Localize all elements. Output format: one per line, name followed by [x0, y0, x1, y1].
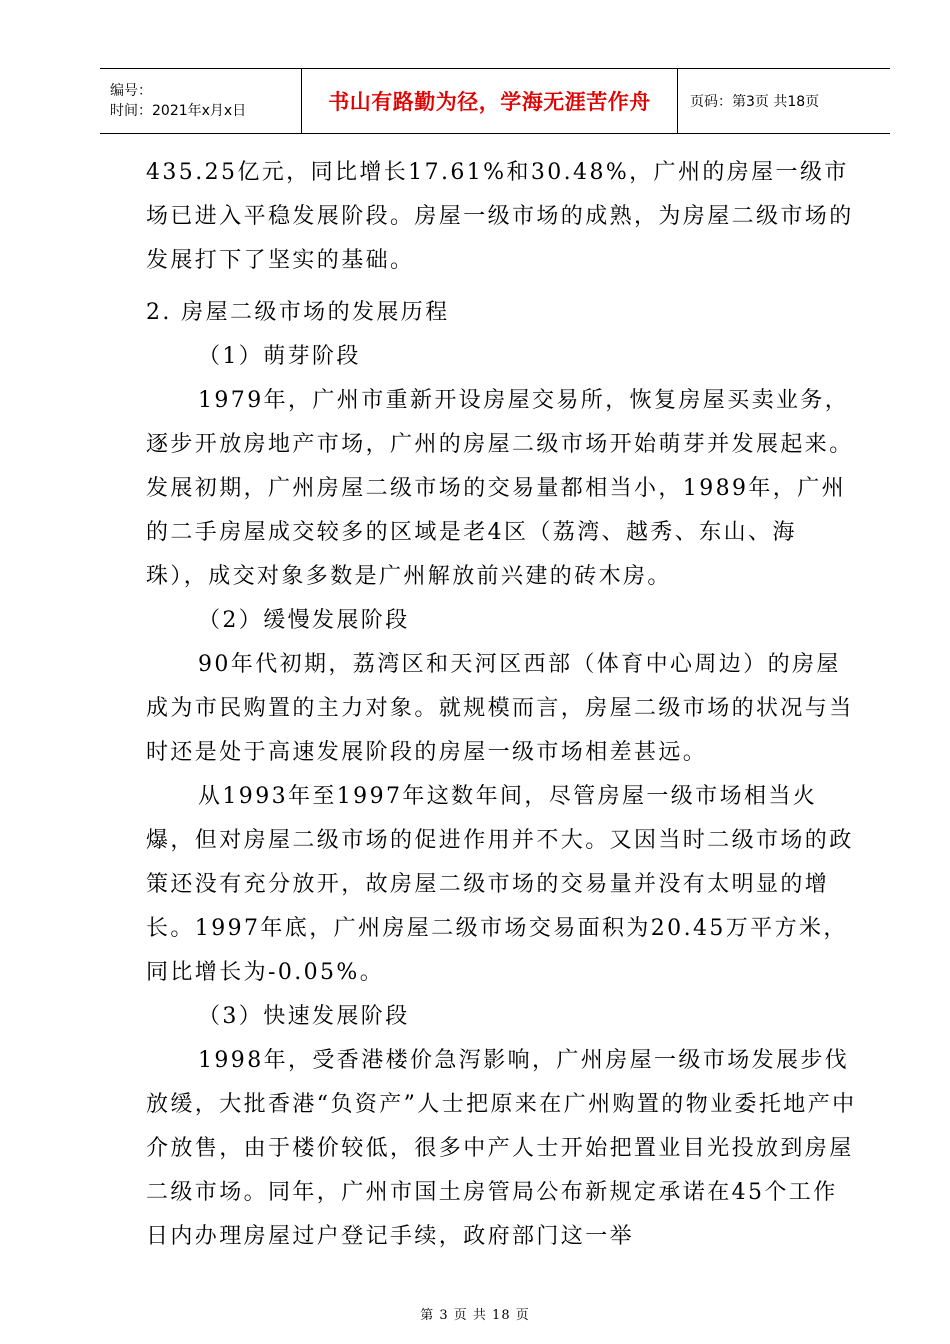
- page-footer: 第 3 页 共 18 页: [420, 1308, 530, 1323]
- header-meta: [100, 69, 302, 133]
- paragraph-3: 90年代初期，荔湾区和天河区西部（体育中心周边）的房屋成为市民购置的主力对象。就规模而言，房屋二级市场的状况与当时还是处于高速发展阶段的房屋一级市场相差甚远。: [146, 652, 854, 765]
- document-number-label: 编号：: [110, 83, 152, 99]
- header-page-cell: [678, 69, 890, 133]
- subheading-2: （2）缓慢发展阶段: [198, 608, 410, 633]
- subheading-1: （1）萌芽阶段: [198, 344, 361, 369]
- header-motto: 书山有路勤为径，学海无涯苦作舟: [328, 90, 651, 114]
- paragraph-1: 435.25亿元，同比增长17.61%和30.48%，广州的房屋一级市场已进入平稳发展阶段。房屋一级市场的成熟，为房屋二级市场的发展打下了坚实的基础。: [146, 160, 854, 273]
- document-time-label: 时间：2021年x月x日: [110, 103, 247, 119]
- section-heading: 2. 房屋二级市场的发展历程: [146, 300, 450, 325]
- header-motto-cell: [302, 69, 678, 133]
- paragraph-2: 1979年，广州市重新开设房屋交易所，恢复房屋买卖业务，逐步开放房地产市场，广州的房屋二级市场开始萌芽并发展起来。发展初期，广州房屋二级市场的交易量都相当小，1989年，广州的二手房屋成交较多的区域是老4区（荔湾、越秀、东山、海珠），成交对象多数是广州解放前兴建的砖木房。: [146, 388, 854, 589]
- paragraph-4: 从1993年至1997年这数年间，尽管房屋一级市场相当火爆，但对房屋二级市场的促进作用并不大。又因当时二级市场的政策还没有充分放开，故房屋二级市场的交易量并没有太明显的增长。1997年底，广州房屋二级市场交易面积为20.45万平方米，同比增长为-0.05%。: [146, 784, 854, 985]
- page-header: [100, 68, 890, 134]
- document-body: [146, 151, 858, 1259]
- header-page-number: 页码：第3页 共18页: [690, 94, 820, 110]
- paragraph-5: 1998年，受香港楼价急泻影响，广州房屋一级市场发展步伐放缓，大批香港“负资产”人士把原来在广州购置的物业委托地产中介放售，由于楼价较低，很多中产人士开始把置业目光投放到房屋二级市场。同年，广州市国土房管局公布新规定承诺在45个工作日内办理房屋过户登记手续，政府部门这一举: [146, 1048, 857, 1249]
- subheading-3: （3）快速发展阶段: [198, 1004, 410, 1029]
